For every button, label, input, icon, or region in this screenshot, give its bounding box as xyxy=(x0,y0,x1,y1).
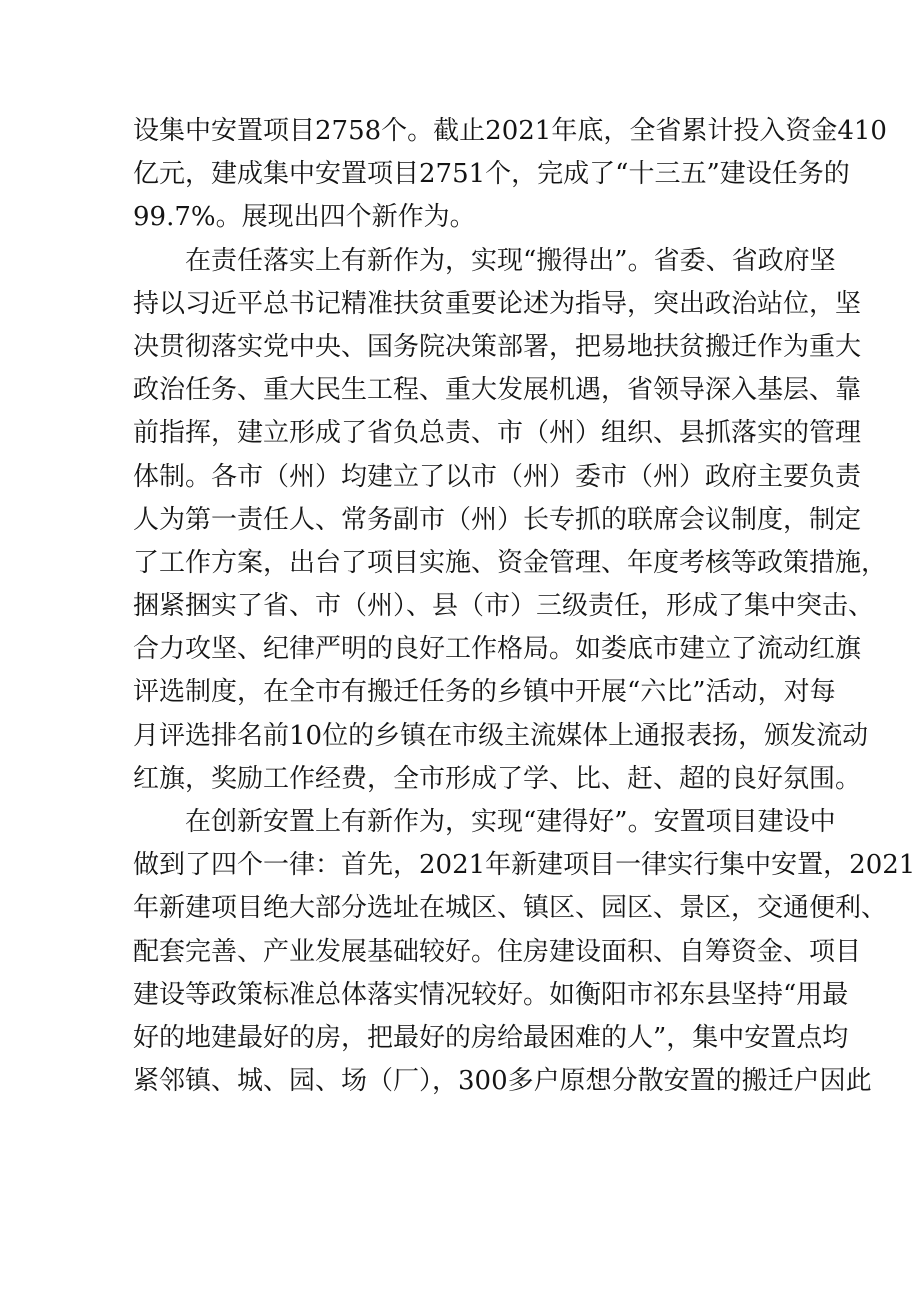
text-line: 前指挥，建立形成了省负总责、市（州）组织、县抓落实的管理 xyxy=(133,418,862,449)
text-line: 好的地建最好的房，把最好的房给最困难的人”，集中安置点均 xyxy=(133,1022,849,1053)
paragraph-intro-tail xyxy=(133,110,887,240)
text-line: 政治任务、重大民生工程、重大发展机遇，省领导深入基层、靠 xyxy=(133,375,862,406)
text-line: 在责任落实上有新作为，实现“搬得出”。省委、省政府坚 xyxy=(185,245,836,276)
text-line: 评选制度，在全市有搬迁任务的乡镇中开展“六比”活动，对每 xyxy=(133,677,836,708)
document-body xyxy=(133,110,916,1103)
text-line: 红旗，奖励工作经费，全市形成了学、比、赶、超的良好氛围。 xyxy=(133,763,862,794)
text-line: 年新建项目绝大部分选址在城区、镇区、园区、景区，交通便利、 xyxy=(133,893,888,924)
text-line: 紧邻镇、城、园、场（厂），300多户原想分散安置的搬迁户因此 xyxy=(133,1066,872,1097)
text-line: 在创新安置上有新作为，实现“建得好”。安置项目建设中 xyxy=(185,807,836,837)
paragraph-responsibility xyxy=(133,240,888,801)
text-line: 99.7%。展现出四个新作为。 xyxy=(133,202,476,233)
text-line: 设集中安置项目2758个。截止2021年底，全省累计投入资金410 xyxy=(133,116,887,146)
text-line: 体制。各市（州）均建立了以市（州）委市（州）政府主要负责 xyxy=(133,461,862,492)
text-line: 亿元，建成集中安置项目2751个，完成了“十三五”建设任务的 xyxy=(133,159,850,190)
paragraph-innovation xyxy=(133,801,916,1103)
text-line: 配套完善、产业发展基础较好。住房建设面积、自筹资金、项目 xyxy=(133,936,862,967)
text-line: 合力攻坚、纪律严明的良好工作格局。如娄底市建立了流动红旗 xyxy=(133,634,862,665)
text-line: 持以习近平总书记精准扶贫重要论述为指导，突出政治站位，坚 xyxy=(133,288,862,319)
text-line: 月评选排名前10位的乡镇在市级主流媒体上通报表扬，颁发流动 xyxy=(133,720,869,751)
text-line: 捆紧捆实了省、市（州）、县（市）三级责任，形成了集中突击、 xyxy=(133,591,875,622)
text-line: 建设等政策标准总体落实情况较好。如衡阳市祁东县坚持“用最 xyxy=(133,979,849,1010)
text-line: 决贯彻落实党中央、国务院决策部署，把易地扶贫搬迁作为重大 xyxy=(133,331,862,362)
text-line: 做到了四个一律：首先，2021年新建项目一律实行集中安置，2021 xyxy=(133,850,916,881)
text-line: 了工作方案，出台了项目实施、资金管理、年度考核等政策措施， xyxy=(133,547,888,578)
text-line: 人为第一责任人、常务副市（州）长专抓的联席会议制度，制定 xyxy=(133,504,862,535)
